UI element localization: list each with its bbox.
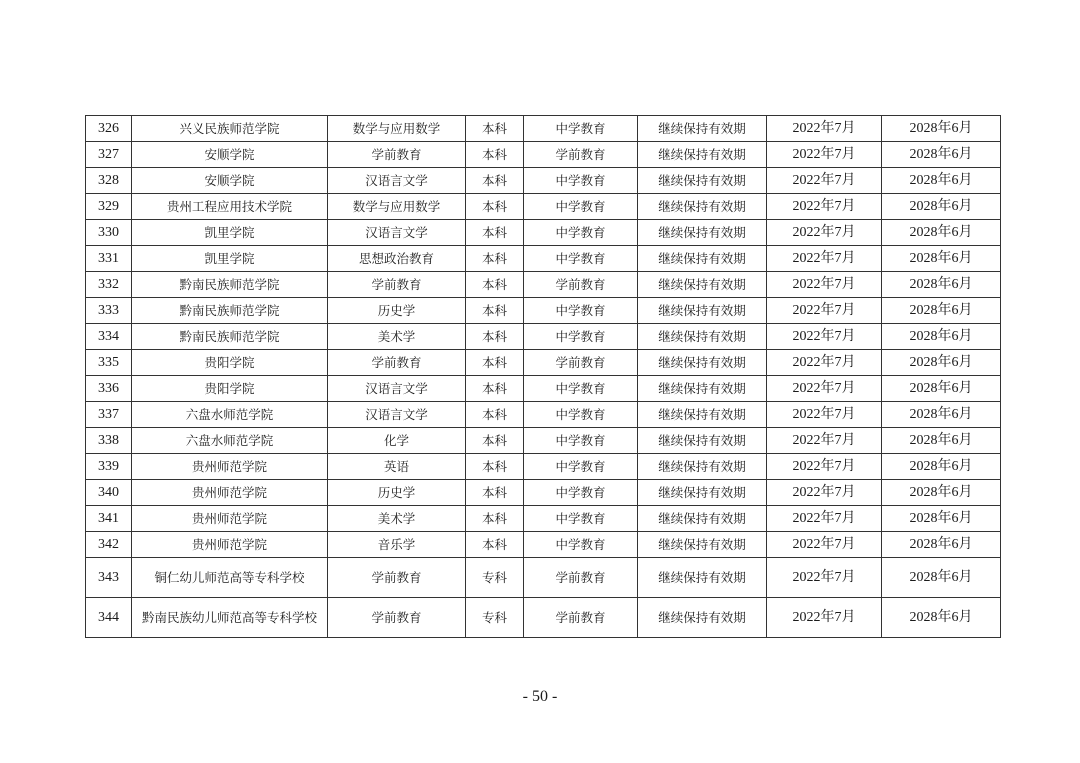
row-number-cell: 341 xyxy=(86,506,132,532)
level-cell: 本科 xyxy=(466,454,524,480)
school-cell: 六盘水师范学院 xyxy=(132,428,328,454)
start-date-cell: 2022年7月 xyxy=(767,142,882,168)
major-cell: 美术学 xyxy=(328,506,466,532)
school-cell: 贵州师范学院 xyxy=(132,532,328,558)
status-cell: 继续保持有效期 xyxy=(638,298,767,324)
level-cell: 本科 xyxy=(466,298,524,324)
table-row xyxy=(86,298,1001,324)
major-cell: 学前教育 xyxy=(328,272,466,298)
start-date-cell: 2022年7月 xyxy=(767,454,882,480)
start-date-cell: 2022年7月 xyxy=(767,480,882,506)
level-cell: 本科 xyxy=(466,350,524,376)
level-cell: 本科 xyxy=(466,116,524,142)
start-date-cell: 2022年7月 xyxy=(767,298,882,324)
status-cell: 继续保持有效期 xyxy=(638,168,767,194)
row-number-cell: 337 xyxy=(86,402,132,428)
row-number-cell: 340 xyxy=(86,480,132,506)
level-cell: 本科 xyxy=(466,506,524,532)
school-cell: 凯里学院 xyxy=(132,246,328,272)
row-number-cell: 326 xyxy=(86,116,132,142)
level-cell: 本科 xyxy=(466,142,524,168)
end-date-cell: 2028年6月 xyxy=(882,168,1001,194)
level-cell: 本科 xyxy=(466,480,524,506)
start-date-cell: 2022年7月 xyxy=(767,402,882,428)
category-cell: 中学教育 xyxy=(524,376,638,402)
school-cell: 贵州师范学院 xyxy=(132,454,328,480)
row-number-cell: 335 xyxy=(86,350,132,376)
start-date-cell: 2022年7月 xyxy=(767,220,882,246)
category-cell: 学前教育 xyxy=(524,142,638,168)
status-cell: 继续保持有效期 xyxy=(638,506,767,532)
accreditation-table-container xyxy=(85,115,1000,638)
table-row xyxy=(86,220,1001,246)
status-cell: 继续保持有效期 xyxy=(638,324,767,350)
major-cell: 学前教育 xyxy=(328,350,466,376)
start-date-cell: 2022年7月 xyxy=(767,428,882,454)
school-cell: 贵州师范学院 xyxy=(132,506,328,532)
end-date-cell: 2028年6月 xyxy=(882,532,1001,558)
end-date-cell: 2028年6月 xyxy=(882,246,1001,272)
row-number-cell: 330 xyxy=(86,220,132,246)
category-cell: 中学教育 xyxy=(524,428,638,454)
status-cell: 继续保持有效期 xyxy=(638,246,767,272)
end-date-cell: 2028年6月 xyxy=(882,298,1001,324)
level-cell: 本科 xyxy=(466,376,524,402)
row-number-cell: 334 xyxy=(86,324,132,350)
row-number-cell: 343 xyxy=(86,558,132,598)
end-date-cell: 2028年6月 xyxy=(882,220,1001,246)
start-date-cell: 2022年7月 xyxy=(767,558,882,598)
level-cell: 本科 xyxy=(466,272,524,298)
category-cell: 中学教育 xyxy=(524,480,638,506)
end-date-cell: 2028年6月 xyxy=(882,116,1001,142)
status-cell: 继续保持有效期 xyxy=(638,428,767,454)
school-cell: 贵州师范学院 xyxy=(132,480,328,506)
category-cell: 中学教育 xyxy=(524,194,638,220)
table-row xyxy=(86,454,1001,480)
table-row xyxy=(86,194,1001,220)
table-row xyxy=(86,558,1001,598)
end-date-cell: 2028年6月 xyxy=(882,194,1001,220)
major-cell: 美术学 xyxy=(328,324,466,350)
status-cell: 继续保持有效期 xyxy=(638,142,767,168)
category-cell: 中学教育 xyxy=(524,506,638,532)
level-cell: 本科 xyxy=(466,402,524,428)
status-cell: 继续保持有效期 xyxy=(638,350,767,376)
row-number-cell: 339 xyxy=(86,454,132,480)
category-cell: 中学教育 xyxy=(524,402,638,428)
school-cell: 贵阳学院 xyxy=(132,376,328,402)
category-cell: 学前教育 xyxy=(524,598,638,638)
table-row xyxy=(86,350,1001,376)
status-cell: 继续保持有效期 xyxy=(638,376,767,402)
school-cell: 贵州工程应用技术学院 xyxy=(132,194,328,220)
start-date-cell: 2022年7月 xyxy=(767,350,882,376)
status-cell: 继续保持有效期 xyxy=(638,272,767,298)
row-number-cell: 344 xyxy=(86,598,132,638)
status-cell: 继续保持有效期 xyxy=(638,454,767,480)
level-cell: 本科 xyxy=(466,168,524,194)
major-cell: 学前教育 xyxy=(328,142,466,168)
row-number-cell: 327 xyxy=(86,142,132,168)
end-date-cell: 2028年6月 xyxy=(882,350,1001,376)
row-number-cell: 336 xyxy=(86,376,132,402)
table-row xyxy=(86,168,1001,194)
level-cell: 本科 xyxy=(466,246,524,272)
school-cell: 安顺学院 xyxy=(132,168,328,194)
start-date-cell: 2022年7月 xyxy=(767,376,882,402)
page-number: - 50 - xyxy=(522,688,558,705)
school-cell: 六盘水师范学院 xyxy=(132,402,328,428)
major-cell: 汉语言文学 xyxy=(328,376,466,402)
start-date-cell: 2022年7月 xyxy=(767,532,882,558)
status-cell: 继续保持有效期 xyxy=(638,480,767,506)
category-cell: 中学教育 xyxy=(524,532,638,558)
category-cell: 中学教育 xyxy=(524,298,638,324)
table-row xyxy=(86,142,1001,168)
table-body xyxy=(86,116,1001,638)
major-cell: 英语 xyxy=(328,454,466,480)
school-cell: 安顺学院 xyxy=(132,142,328,168)
major-cell: 学前教育 xyxy=(328,598,466,638)
end-date-cell: 2028年6月 xyxy=(882,428,1001,454)
status-cell: 继续保持有效期 xyxy=(638,598,767,638)
row-number-cell: 333 xyxy=(86,298,132,324)
table-row xyxy=(86,598,1001,638)
end-date-cell: 2028年6月 xyxy=(882,376,1001,402)
level-cell: 本科 xyxy=(466,428,524,454)
table-row xyxy=(86,246,1001,272)
start-date-cell: 2022年7月 xyxy=(767,324,882,350)
major-cell: 汉语言文学 xyxy=(328,220,466,246)
level-cell: 专科 xyxy=(466,598,524,638)
major-cell: 历史学 xyxy=(328,480,466,506)
category-cell: 中学教育 xyxy=(524,454,638,480)
major-cell: 汉语言文学 xyxy=(328,402,466,428)
school-cell: 铜仁幼儿师范高等专科学校 xyxy=(132,558,328,598)
accreditation-table xyxy=(85,115,1001,638)
status-cell: 继续保持有效期 xyxy=(638,532,767,558)
status-cell: 继续保持有效期 xyxy=(638,402,767,428)
category-cell: 中学教育 xyxy=(524,324,638,350)
category-cell: 中学教育 xyxy=(524,168,638,194)
category-cell: 学前教育 xyxy=(524,558,638,598)
major-cell: 音乐学 xyxy=(328,532,466,558)
row-number-cell: 332 xyxy=(86,272,132,298)
school-cell: 黔南民族师范学院 xyxy=(132,298,328,324)
table-row xyxy=(86,116,1001,142)
level-cell: 本科 xyxy=(466,194,524,220)
status-cell: 继续保持有效期 xyxy=(638,116,767,142)
end-date-cell: 2028年6月 xyxy=(882,480,1001,506)
end-date-cell: 2028年6月 xyxy=(882,272,1001,298)
table-row xyxy=(86,402,1001,428)
category-cell: 学前教育 xyxy=(524,272,638,298)
row-number-cell: 329 xyxy=(86,194,132,220)
start-date-cell: 2022年7月 xyxy=(767,272,882,298)
table-row xyxy=(86,376,1001,402)
school-cell: 黔南民族师范学院 xyxy=(132,272,328,298)
row-number-cell: 328 xyxy=(86,168,132,194)
school-cell: 凯里学院 xyxy=(132,220,328,246)
table-row xyxy=(86,428,1001,454)
level-cell: 本科 xyxy=(466,324,524,350)
school-cell: 贵阳学院 xyxy=(132,350,328,376)
status-cell: 继续保持有效期 xyxy=(638,220,767,246)
category-cell: 学前教育 xyxy=(524,350,638,376)
table-row xyxy=(86,480,1001,506)
row-number-cell: 331 xyxy=(86,246,132,272)
table-row xyxy=(86,506,1001,532)
end-date-cell: 2028年6月 xyxy=(882,142,1001,168)
start-date-cell: 2022年7月 xyxy=(767,246,882,272)
school-cell: 黔南民族师范学院 xyxy=(132,324,328,350)
end-date-cell: 2028年6月 xyxy=(882,402,1001,428)
table-row xyxy=(86,532,1001,558)
level-cell: 本科 xyxy=(466,532,524,558)
school-cell: 黔南民族幼儿师范高等专科学校 xyxy=(132,598,328,638)
table-row xyxy=(86,272,1001,298)
end-date-cell: 2028年6月 xyxy=(882,598,1001,638)
end-date-cell: 2028年6月 xyxy=(882,506,1001,532)
table-row xyxy=(86,324,1001,350)
start-date-cell: 2022年7月 xyxy=(767,598,882,638)
major-cell: 数学与应用数学 xyxy=(328,194,466,220)
level-cell: 专科 xyxy=(466,558,524,598)
category-cell: 中学教育 xyxy=(524,220,638,246)
start-date-cell: 2022年7月 xyxy=(767,194,882,220)
major-cell: 汉语言文学 xyxy=(328,168,466,194)
school-cell: 兴义民族师范学院 xyxy=(132,116,328,142)
level-cell: 本科 xyxy=(466,220,524,246)
start-date-cell: 2022年7月 xyxy=(767,168,882,194)
category-cell: 中学教育 xyxy=(524,116,638,142)
category-cell: 中学教育 xyxy=(524,246,638,272)
major-cell: 历史学 xyxy=(328,298,466,324)
row-number-cell: 338 xyxy=(86,428,132,454)
major-cell: 数学与应用数学 xyxy=(328,116,466,142)
start-date-cell: 2022年7月 xyxy=(767,116,882,142)
end-date-cell: 2028年6月 xyxy=(882,558,1001,598)
row-number-cell: 342 xyxy=(86,532,132,558)
status-cell: 继续保持有效期 xyxy=(638,558,767,598)
major-cell: 学前教育 xyxy=(328,558,466,598)
major-cell: 思想政治教育 xyxy=(328,246,466,272)
status-cell: 继续保持有效期 xyxy=(638,194,767,220)
end-date-cell: 2028年6月 xyxy=(882,454,1001,480)
major-cell: 化学 xyxy=(328,428,466,454)
end-date-cell: 2028年6月 xyxy=(882,324,1001,350)
start-date-cell: 2022年7月 xyxy=(767,506,882,532)
